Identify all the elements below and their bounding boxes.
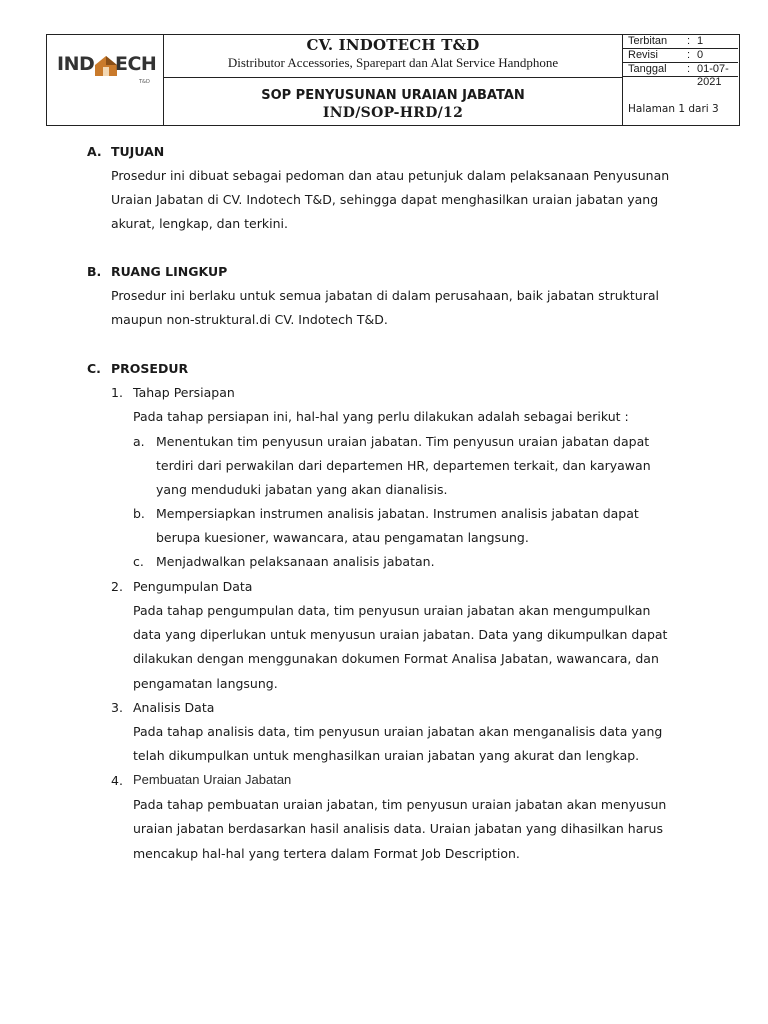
document-title: SOP PENYUSUNAN URAIAN JABATAN bbox=[261, 88, 525, 103]
company-logo bbox=[57, 53, 155, 95]
step-1-item-b-line-2: berupa kuesioner, wawancara, atau pengamatan langsung. bbox=[156, 530, 529, 545]
step-1-item-a-line-3: yang menduduki jabatan yang akan dianalisis. bbox=[156, 482, 448, 497]
company-tagline: Distributor Accessories, Sparepart dan Alat Service Handphone bbox=[227, 55, 559, 70]
step-1-item-a-line-1: Menentukan tim penyusun uraian jabatan. Tim penyusun uraian jabatan dapat bbox=[156, 434, 650, 449]
company-name: CV. INDOTECH T&D bbox=[306, 36, 480, 54]
document-code: IND/SOP-HRD/12 bbox=[322, 105, 464, 121]
meta-sep: : bbox=[687, 35, 691, 47]
section-b-line-1: Prosedur ini berlaku untuk semua jabatan di dalam perusahaan, baik jabatan struktural bbox=[111, 288, 659, 303]
title-cell bbox=[164, 78, 622, 125]
section-b-letter: B. bbox=[87, 264, 102, 279]
step-3-line-2: telah dikumpulkan untuk menghasilkan uraian jabatan yang akurat dan lengkap. bbox=[133, 748, 640, 763]
step-3-line-1: Pada tahap analisis data, tim penyusun uraian jabatan akan menganalisis data yang bbox=[133, 724, 663, 739]
company-cell bbox=[164, 35, 622, 78]
section-a-title: TUJUAN bbox=[111, 144, 165, 159]
meta-key: Revisi bbox=[628, 49, 658, 61]
meta-value: 0 bbox=[697, 49, 704, 61]
meta-sep: : bbox=[687, 49, 691, 61]
section-b-title: RUANG LINGKUP bbox=[111, 264, 228, 279]
meta-key: Terbitan bbox=[628, 35, 668, 47]
step-1-item-c-line-1: Menjadwalkan pelaksanaan analisis jabatan. bbox=[156, 554, 435, 569]
section-c-letter: C. bbox=[87, 361, 101, 376]
step-3-number: 3. bbox=[111, 700, 123, 715]
section-c-title: PROSEDUR bbox=[111, 361, 189, 376]
logo-text-right: ECH bbox=[115, 53, 157, 75]
meta-key: Tanggal bbox=[628, 63, 667, 75]
step-2-line-3: dilakukan dengan menggunakan dokumen Format Analisa Jabatan, wawancara, dan bbox=[133, 651, 659, 666]
step-1-number: 1. bbox=[111, 385, 123, 400]
step-4-number: 4. bbox=[111, 773, 123, 788]
step-2-number: 2. bbox=[111, 579, 123, 594]
logo-cell bbox=[47, 35, 164, 125]
meta-row-terbitan bbox=[623, 35, 738, 49]
step-2-line-4: pengamatan langsung. bbox=[133, 676, 278, 691]
step-1-item-a-line-2: terdiri dari perwakilan dari departemen HR, departemen terkait, dan karyawan bbox=[156, 458, 651, 473]
step-1-intro: Pada tahap persiapan ini, hal-hal yang perlu dilakukan adalah sebagai berikut : bbox=[133, 409, 629, 424]
step-4-title: Pembuatan Uraian Jabatan bbox=[133, 772, 292, 787]
step-1-item-c-letter: c. bbox=[133, 554, 144, 569]
step-1-item-a-letter: a. bbox=[133, 434, 145, 449]
step-4-line-2: uraian jabatan berdasarkan hasil analisis data. Uraian jabatan yang dihasilkan harus bbox=[133, 821, 663, 836]
logo-subtext: T&D bbox=[139, 79, 150, 85]
section-b-line-2: maupun non-struktural.di CV. Indotech T&D. bbox=[111, 312, 388, 327]
document-header-table bbox=[46, 34, 740, 126]
step-4-line-3: mencakup hal-hal yang tertera dalam Format Job Description. bbox=[133, 846, 520, 861]
section-a-line-2: Uraian Jabatan di CV. Indotech T&D, sehingga dapat menghasilkan uraian jabatan yang bbox=[111, 192, 659, 207]
section-a-line-1: Prosedur ini dibuat sebagai pedoman dan atau petunjuk dalam pelaksanaan Penyusunan bbox=[111, 168, 670, 183]
meta-row-revisi bbox=[623, 49, 738, 63]
section-a-letter: A. bbox=[87, 144, 102, 159]
step-1-item-b-letter: b. bbox=[133, 506, 145, 521]
meta-value: 1 bbox=[697, 35, 704, 47]
step-2-title: Pengumpulan Data bbox=[133, 579, 253, 594]
meta-sep: : bbox=[687, 63, 691, 75]
step-1-item-b-line-1: Mempersiapkan instrumen analisis jabatan. Instrumen analisis jabatan dapat bbox=[156, 506, 639, 521]
logo-text-left: IND bbox=[57, 53, 95, 75]
step-4-line-1: Pada tahap pembuatan uraian jabatan, tim penyusun uraian jabatan akan menyusun bbox=[133, 797, 667, 812]
meta-row-tanggal bbox=[623, 63, 738, 88]
step-1-title: Tahap Persiapan bbox=[133, 385, 235, 400]
meta-cell bbox=[622, 35, 739, 125]
step-2-line-2: data yang diperlukan untuk menyusun uraian jabatan. Data yang dikumpulkan dapat bbox=[133, 627, 668, 642]
step-2-line-1: Pada tahap pengumpulan data, tim penyusun uraian jabatan akan mengumpulkan bbox=[133, 603, 651, 618]
section-a-line-3: akurat, lengkap, dan terkini. bbox=[111, 216, 288, 231]
step-3-title: Analisis Data bbox=[133, 700, 215, 715]
page-info: Halaman 1 dari 3 bbox=[628, 103, 719, 115]
meta-value: 01-07-2021 bbox=[697, 63, 729, 88]
